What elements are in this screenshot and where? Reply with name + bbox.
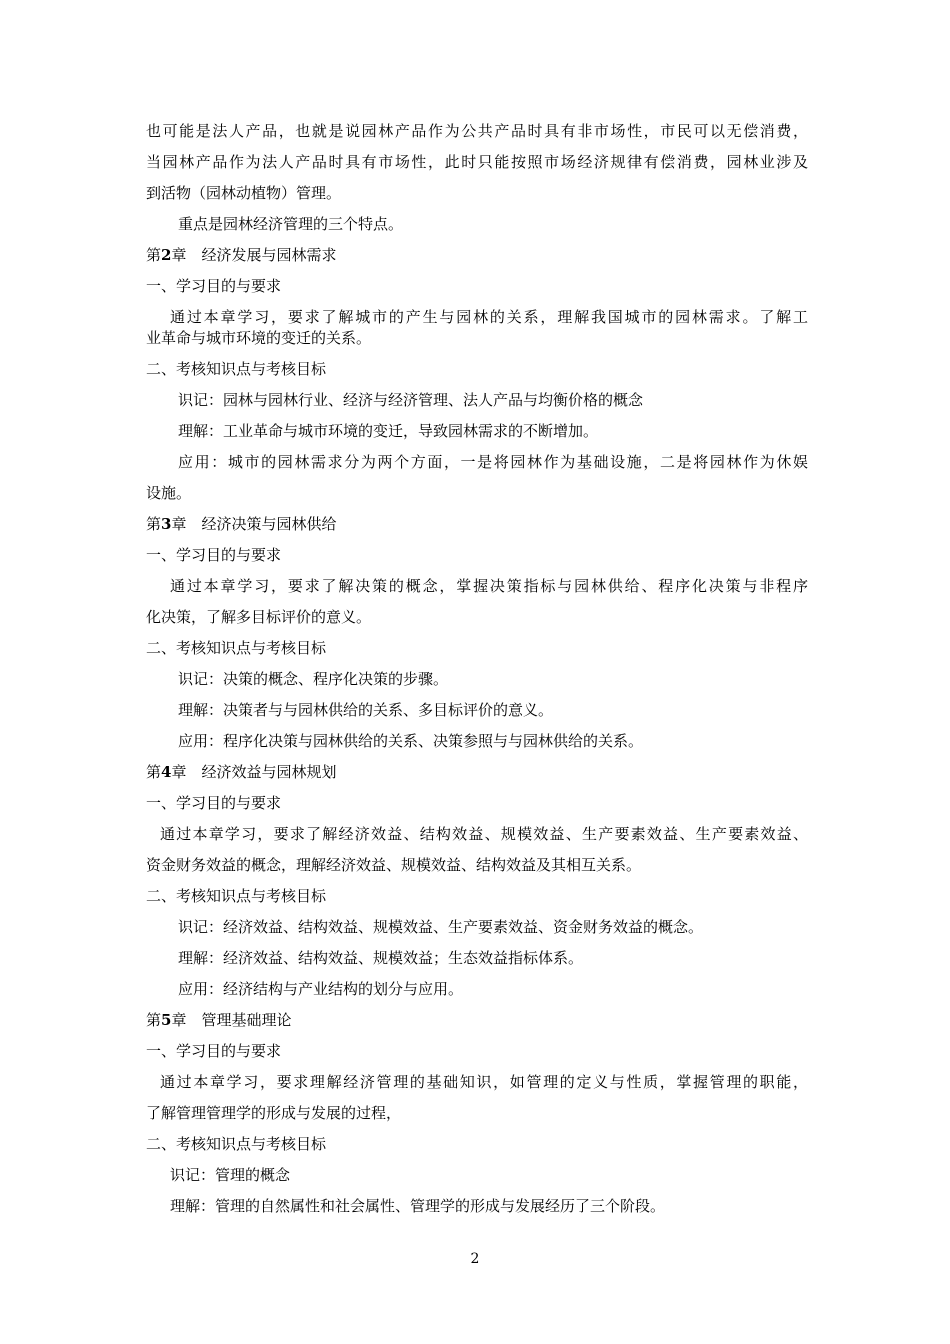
paragraph-line: 通过本章学习，要求了解城市的产生与园林的关系，理解我国城市的园林需求。了解工 <box>170 308 808 326</box>
key-point: 重点是园林经济管理的三个特点。 <box>178 215 404 233</box>
body-line: 到活物（园林动植物）管理。 <box>146 184 342 202</box>
section-heading: 一、学习目的与要求 <box>146 794 282 812</box>
section-heading: 二、考核知识点与考核目标 <box>146 360 327 378</box>
paragraph-line: 资金财务效益的概念，理解经济效益、规模效益、结构效益及其相互关系。 <box>146 856 642 874</box>
chapter-title: 章 经济决策与园林供给 <box>171 515 337 533</box>
knowledge-item: 识记：决策的概念、程序化决策的步骤。 <box>178 670 449 688</box>
chapter-number: 3 <box>161 515 172 533</box>
knowledge-item: 理解：管理的自然属性和社会属性、管理学的形成与发展经历了三个阶段。 <box>170 1197 666 1215</box>
chapter-title: 章 经济发展与园林需求 <box>171 246 337 264</box>
knowledge-item: 应用：程序化决策与园林供给的关系、决策参照与与园林供给的关系。 <box>178 732 644 750</box>
paragraph-line: 通过本章学习，要求理解经济管理的基础知识，如管理的定义与性质，掌握管理的职能， <box>160 1073 808 1091</box>
paragraph-line: 通过本章学习，要求了解经济效益、结构效益、规模效益、生产要素效益、生产要素效益、 <box>160 825 808 843</box>
chapter-prefix: 第 <box>146 515 162 533</box>
knowledge-item: 应用：城市的园林需求分为两个方面，一是将园林作为基础设施，二是将园林作为休娱 <box>178 453 808 471</box>
knowledge-item: 识记：经济效益、结构效益、规模效益、生产要素效益、资金财务效益的概念。 <box>178 918 704 936</box>
chapter-heading <box>146 762 808 782</box>
chapter-number: 5 <box>161 1011 172 1029</box>
knowledge-item: 识记：园林与园林行业、经济与经济管理、法人产品与均衡价格的概念 <box>178 391 644 409</box>
knowledge-item: 理解：经济效益、结构效益、规模效益；生态效益指标体系。 <box>178 949 584 967</box>
section-heading: 二、考核知识点与考核目标 <box>146 1135 327 1153</box>
chapter-heading <box>146 1010 808 1030</box>
page-number: 2 <box>470 1251 480 1267</box>
body-line: 也可能是法人产品，也就是说园林产品作为公共产品时具有非市场性，市民可以无偿消费， <box>146 122 808 140</box>
section-heading: 一、学习目的与要求 <box>146 546 282 564</box>
chapter-prefix: 第 <box>146 246 162 264</box>
chapter-heading <box>146 514 808 534</box>
paragraph-line: 了解管理管理学的形成与发展的过程， <box>146 1104 402 1122</box>
paragraph-line: 化决策，了解多目标评价的意义。 <box>146 608 372 626</box>
paragraph-line: 通过本章学习，要求了解决策的概念，掌握决策指标与园林供给、程序化决策与非程序 <box>170 577 808 595</box>
section-heading: 二、考核知识点与考核目标 <box>146 639 327 657</box>
chapter-prefix: 第 <box>146 763 162 781</box>
knowledge-item: 设施。 <box>146 484 192 502</box>
knowledge-item: 理解：决策者与与园林供给的关系、多目标评价的意义。 <box>178 701 554 719</box>
paragraph-line: 业革命与城市环境的变迁的关系。 <box>146 329 372 347</box>
section-heading: 二、考核知识点与考核目标 <box>146 887 327 905</box>
section-heading: 一、学习目的与要求 <box>146 277 282 295</box>
knowledge-item: 应用：经济结构与产业结构的划分与应用。 <box>178 980 464 998</box>
chapter-title: 章 经济效益与园林规划 <box>171 763 337 781</box>
body-line: 当园林产品作为法人产品时具有市场性，此时只能按照市场经济规律有偿消费，园林业涉及 <box>146 153 808 171</box>
chapter-title: 章 管理基础理论 <box>171 1011 292 1029</box>
chapter-prefix: 第 <box>146 1011 162 1029</box>
chapter-number: 2 <box>161 246 172 264</box>
knowledge-item: 识记：管理的概念 <box>170 1166 291 1184</box>
chapter-heading <box>146 245 808 265</box>
chapter-number: 4 <box>161 763 172 781</box>
knowledge-item: 理解：工业革命与城市环境的变迁，导致园林需求的不断增加。 <box>178 422 599 440</box>
section-heading: 一、学习目的与要求 <box>146 1042 282 1060</box>
